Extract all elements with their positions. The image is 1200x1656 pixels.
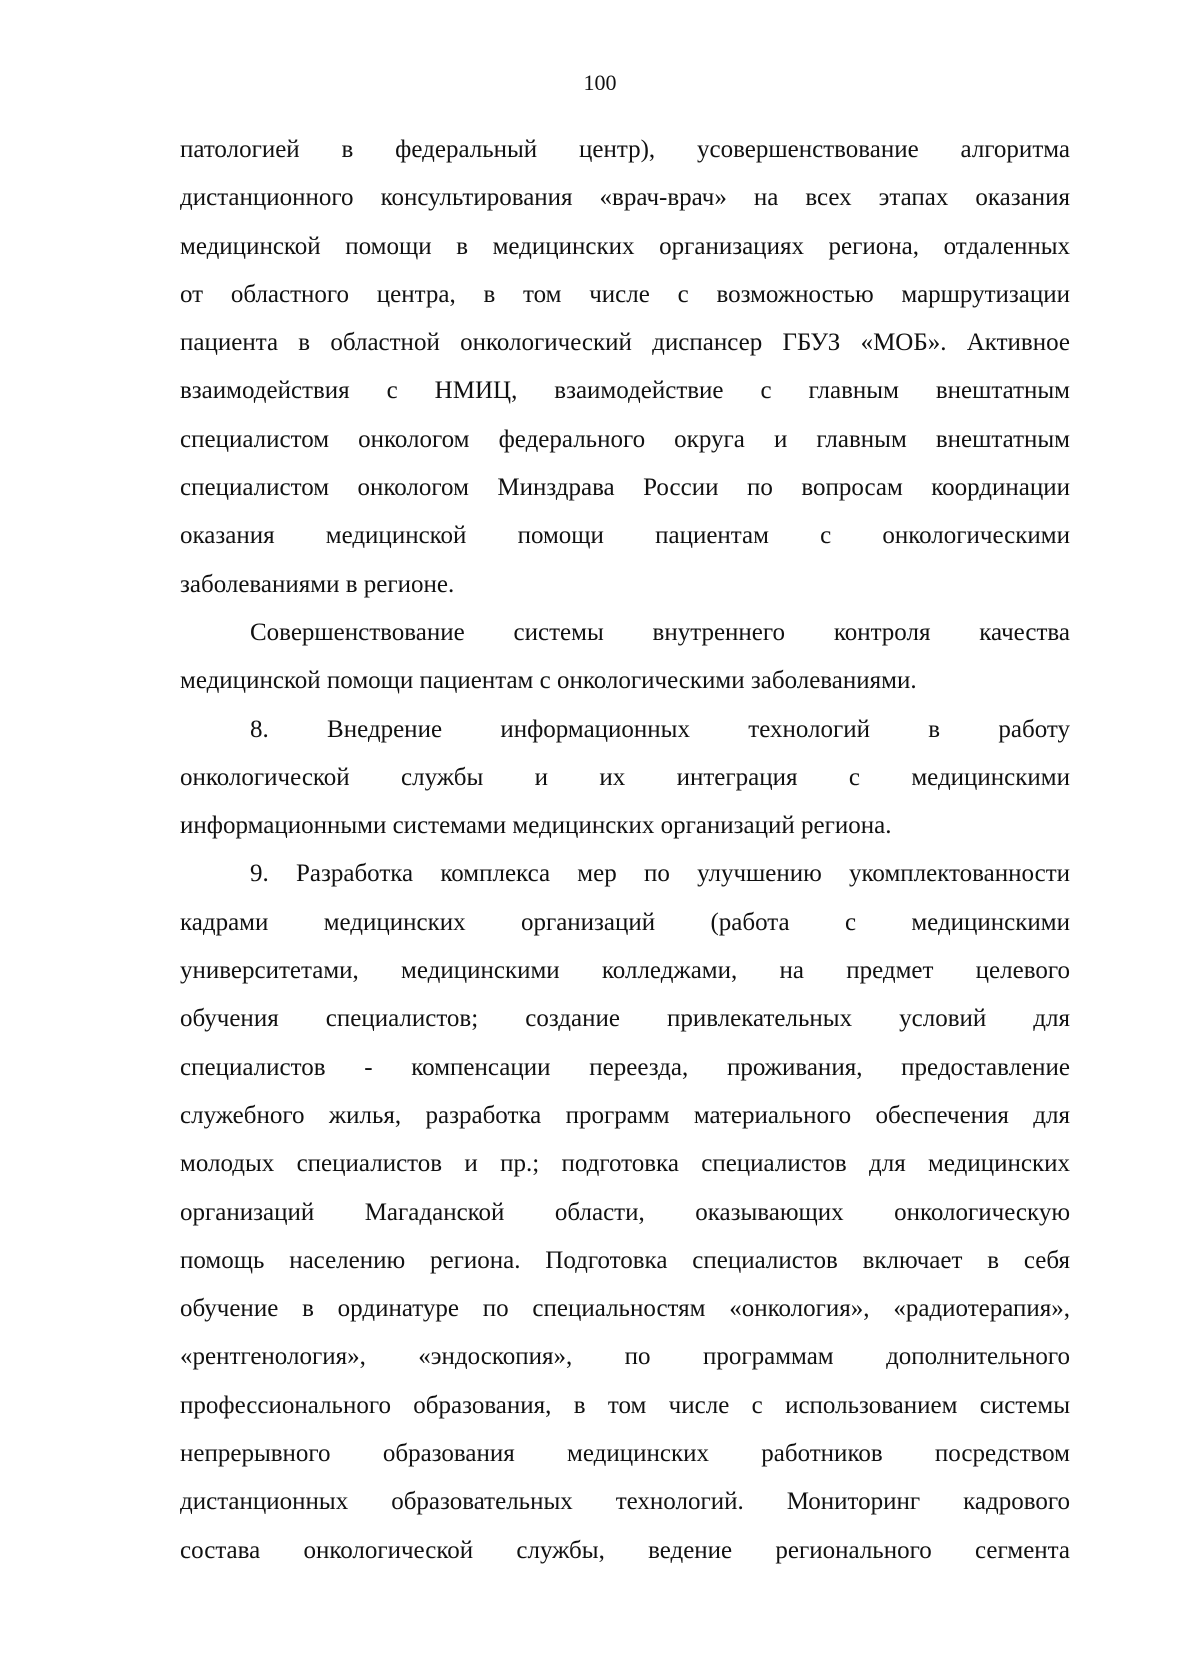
text-line: обучения специалистов; создание привлекательных условий для <box>180 1005 1070 1033</box>
text-line: дистанционных образовательных технологий. Мониторинг кадрового <box>180 1488 1070 1516</box>
text-line: от областного центра, в том числе с возможностью маршрутизации <box>180 280 1070 308</box>
text-line: служебного жилья, разработка программ материального обеспечения для <box>180 1101 1070 1129</box>
text-line: 8. Внедрение информационных технологий в работу <box>250 715 1070 743</box>
text-line: оказания медицинской помощи пациентам с онкологическими <box>180 522 1070 550</box>
text-line: онкологической службы и их интеграция с медицинскими <box>180 763 1070 791</box>
text-line: информационными системами медицинских организаций региона. <box>180 812 892 840</box>
text-line: непрерывного образования медицинских работников посредством <box>180 1440 1070 1468</box>
text-line: пациента в областной онкологический диспансер ГБУЗ «МОБ». Активное <box>180 329 1070 357</box>
text-line: специалистов - компенсации переезда, проживания, предоставление <box>180 1053 1070 1081</box>
text-line: медицинской помощи пациентам с онкологическими заболеваниями. <box>180 667 917 695</box>
text-line: состава онкологической службы, ведение регионального сегмента <box>180 1536 1070 1564</box>
page-number: 100 <box>583 70 617 95</box>
text-line: университетами, медицинскими колледжами, на предмет целевого <box>180 957 1070 985</box>
text-line: 9. Разработка комплекса мер по улучшению укомплектованности <box>250 860 1070 888</box>
text-line: специалистом онкологом федерального округа и главным внештатным <box>180 425 1070 453</box>
text-line: организаций Магаданской области, оказывающих онкологическую <box>180 1198 1070 1226</box>
text-line: молодых специалистов и пр.; подготовка специалистов для медицинских <box>180 1150 1070 1178</box>
text-line: профессионального образования, в том числе с использованием системы <box>180 1391 1070 1419</box>
document-body <box>180 126 1070 1575</box>
text-line: заболеваниями в регионе. <box>180 570 455 598</box>
text-line: кадрами медицинских организаций (работа с медицинскими <box>180 908 1070 936</box>
text-line: специалистом онкологом Минздрава России по вопросам координации <box>180 474 1070 502</box>
text-line: медицинской помощи в медицинских организациях региона, отдаленных <box>180 232 1070 260</box>
text-line: патологией в федеральный центр), усовершенствование алгоритма <box>180 136 1070 163</box>
text-line: дистанционного консультирования «врач-врач» на всех этапах оказания <box>180 184 1070 212</box>
text-line: Совершенствование системы внутреннего контроля качества <box>250 618 1070 646</box>
text-line: «рентгенология», «эндоскопия», по программам дополнительного <box>180 1343 1070 1371</box>
text-line: помощь населению региона. Подготовка специалистов включает в себя <box>180 1246 1070 1274</box>
text-line: взаимодействия с НМИЦ, взаимодействие с главным внештатным <box>180 377 1070 405</box>
text-line: обучение в ординатуре по специальностям «онкология», «радиотерапия», <box>180 1295 1070 1323</box>
